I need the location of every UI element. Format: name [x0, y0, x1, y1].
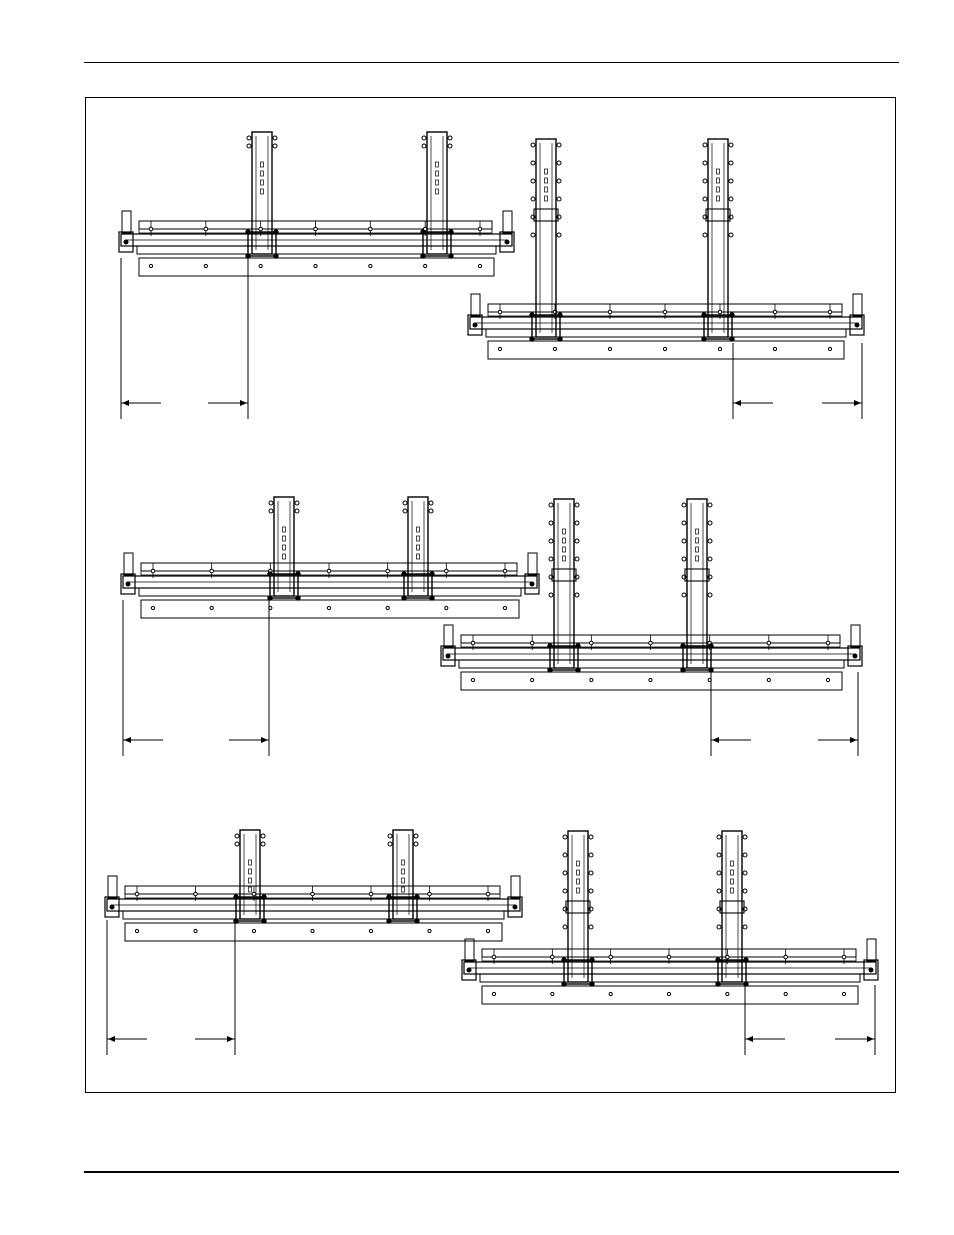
- main-toolbar: [107, 899, 520, 919]
- right-shank: [681, 499, 713, 672]
- main-toolbar: [470, 317, 862, 337]
- bolt: [259, 221, 263, 268]
- bolt: [842, 949, 846, 996]
- dimension-arrow: [123, 600, 269, 756]
- bolt: [369, 886, 373, 933]
- bolt: [667, 949, 671, 996]
- bolt: [428, 886, 432, 933]
- bolt: [311, 886, 315, 933]
- bolt: [718, 304, 722, 351]
- bolt: [828, 304, 832, 351]
- right-shank: [387, 830, 419, 923]
- bolt: [314, 221, 318, 268]
- dimension-arrow: [107, 920, 235, 1055]
- bolt: [590, 635, 594, 682]
- figure-1-right: [468, 139, 864, 419]
- bolt: [149, 221, 153, 268]
- bolt: [773, 304, 777, 351]
- bolt: [471, 635, 475, 682]
- bolt: [608, 304, 612, 351]
- dimension-arrow: [121, 258, 248, 419]
- left-shank: [530, 139, 562, 341]
- dimension-arrow: [711, 672, 858, 756]
- bolt: [151, 563, 155, 610]
- bolt: [252, 886, 256, 933]
- main-toolbar: [121, 234, 512, 254]
- bolt: [194, 886, 198, 933]
- bolt: [135, 886, 139, 933]
- bolt: [498, 304, 502, 351]
- bolt: [210, 563, 214, 610]
- left-shank: [268, 497, 300, 600]
- bolt: [327, 563, 331, 610]
- bolt: [609, 949, 613, 996]
- left-shank: [562, 831, 594, 986]
- left-shank: [548, 499, 580, 672]
- bolt: [767, 635, 771, 682]
- bolt: [503, 563, 507, 610]
- figure-2-left: [121, 497, 539, 756]
- main-toolbar: [123, 576, 537, 596]
- bolt: [369, 221, 373, 268]
- bolt: [486, 886, 490, 933]
- dimension-arrow: [745, 985, 875, 1055]
- bolt: [478, 221, 482, 268]
- main-toolbar: [464, 962, 876, 982]
- bolt: [386, 563, 390, 610]
- bolt: [445, 563, 449, 610]
- bolt: [530, 635, 534, 682]
- figure-3-right: [462, 831, 878, 1055]
- bolt: [492, 949, 496, 996]
- right-shank: [402, 497, 434, 600]
- bolt: [826, 635, 830, 682]
- dimension-arrow: [733, 343, 862, 419]
- main-toolbar: [443, 648, 860, 668]
- bolt: [649, 635, 653, 682]
- left-shank: [246, 132, 278, 258]
- bolt: [663, 304, 667, 351]
- figure-2-right: [441, 499, 862, 756]
- right-shank: [716, 831, 748, 986]
- bolt: [551, 949, 555, 996]
- figure-1-left: [119, 132, 514, 419]
- bolt: [204, 221, 208, 268]
- right-shank: [421, 132, 453, 258]
- bolt: [784, 949, 788, 996]
- left-shank: [234, 830, 266, 923]
- figure-3-left: [105, 830, 522, 1055]
